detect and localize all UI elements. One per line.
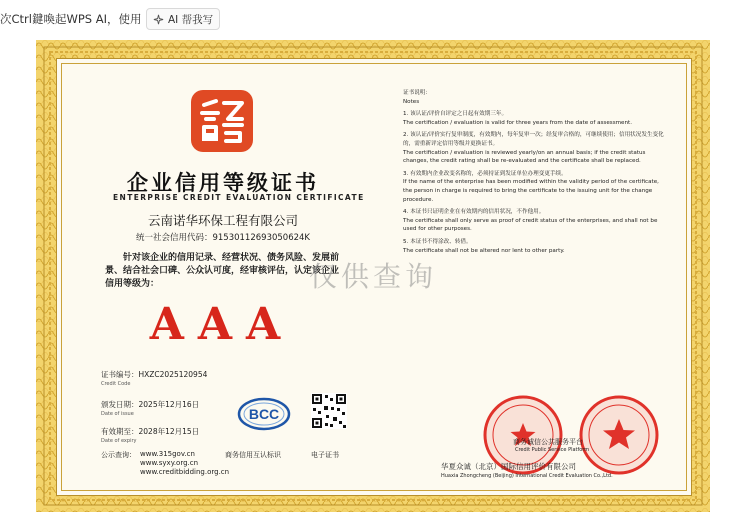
issue-date [101, 399, 199, 417]
note-item-en: If the name of the enterprise has been modified within the validity period of the certificate, the person in charge is required to bring the certificate to the issuing unit for the change procedure. [403, 179, 659, 203]
query-label: 公示查询： [101, 451, 136, 459]
certificate-number [101, 369, 207, 387]
note-item: 2. 该认证/评价实行复审制度，有效期内，每年复审一次；经复审合格的，可继续使用；信用状况发生变化的，需重新评定信用等级并更换证书。 [403, 132, 664, 147]
hint-text: 次Ctrl鍵喚起WPS AI，使用 [0, 12, 142, 26]
note-item-en: The certification / evaluation is reviewed yearly/on an annual basis; if the credit status changes, the credit rating shall be re-evaluated and the certificate shall be replaced. [403, 149, 646, 165]
note-item: 5. 本证书不得涂改、转借。 [403, 238, 472, 245]
notes-heading-en: Notes [403, 98, 420, 105]
certificate-title-en: ENTERPRISE CREDIT EVALUATION CERTIFICATE [113, 193, 365, 202]
query-urls [140, 450, 229, 477]
certificate-description: 针对该企业的信用记录、经营状况、债务风险、发展前景、结合社会口碑、公众认可度，经审核评估，认定该企业信用等级为： [105, 253, 340, 289]
note-item-en: The certification / evaluation is valid for three years from the date of assessment. [403, 119, 633, 126]
qr-label: 电子证书 [311, 451, 339, 459]
cert-no-en: Credit Code [101, 381, 131, 387]
certificate-notes [403, 89, 665, 255]
note-item: 4. 本证书只证明企业在有效期内的信用状况，不作他用。 [403, 209, 545, 216]
company-name: 云南诺华环保工程有限公司 [147, 213, 298, 228]
platform-name-en: Credit Public Service Platform [515, 447, 590, 453]
bcc-label: 商务信用互认标识 [225, 451, 281, 459]
notes-heading: 证书说明： [403, 90, 431, 96]
xin-logo-icon [190, 89, 254, 153]
credit-grade: AAA [149, 299, 295, 350]
note-item-en: The certificate shall only serve as proof of credit status of the enterprises, and shall not be used for other purposes. [403, 217, 658, 233]
bcc-text: BCC [248, 406, 280, 422]
public-query [101, 450, 229, 477]
watermark: 仅供查询 [309, 260, 438, 293]
issuing-agency: 华夏众诚（北京）国际信用评价有限公司 [441, 462, 576, 471]
ai-write-button[interactable] [146, 8, 220, 30]
query-url[interactable]: www.creditbidding.org.cn [140, 468, 230, 476]
issuing-agency-en: Huaxia Zhongcheng (Beijing) International Credit Evaluation Co.,Ltd. [441, 473, 613, 479]
certificate [36, 40, 710, 512]
note-item: 3. 有效期内企业改变名称的，必须持证到发证单位办理变更手续。 [403, 170, 567, 177]
cert-no-value: 证书编号：HXZC2025120954 [101, 370, 208, 379]
issue-date-en: Date of issue [101, 411, 134, 417]
note-item-en: The certificate shall not be altered nor lent to other party. [403, 247, 565, 254]
valid-date [101, 426, 199, 444]
note-item: 1. 该认证/评价自评定之日起有效期三年。 [403, 111, 508, 118]
valid-date-value: 有效期至：2028年12月15日 [101, 427, 200, 436]
sparkle-icon [153, 14, 164, 25]
issue-date-value: 颁发日期：2025年12月16日 [101, 400, 200, 409]
bcc-logo-icon [237, 397, 291, 431]
ai-write-label: AI 帮我写 [168, 13, 214, 26]
certificate-title: 企业信用等级证书 [127, 170, 319, 195]
valid-date-en: Date of expiry [101, 438, 137, 444]
qr-code-icon[interactable] [311, 393, 347, 429]
wps-hint-bar [0, 0, 742, 34]
platform-name: 商务诚信公共服务平台 [513, 438, 583, 446]
agency-seal-icon [577, 393, 661, 477]
query-url[interactable]: www.315gov.cn [140, 450, 195, 458]
query-url[interactable]: www.syxy.org.cn [140, 459, 199, 467]
certificate-paper [56, 58, 692, 496]
credit-code: 统一社会信用代码：91530112693050624K [135, 233, 310, 243]
